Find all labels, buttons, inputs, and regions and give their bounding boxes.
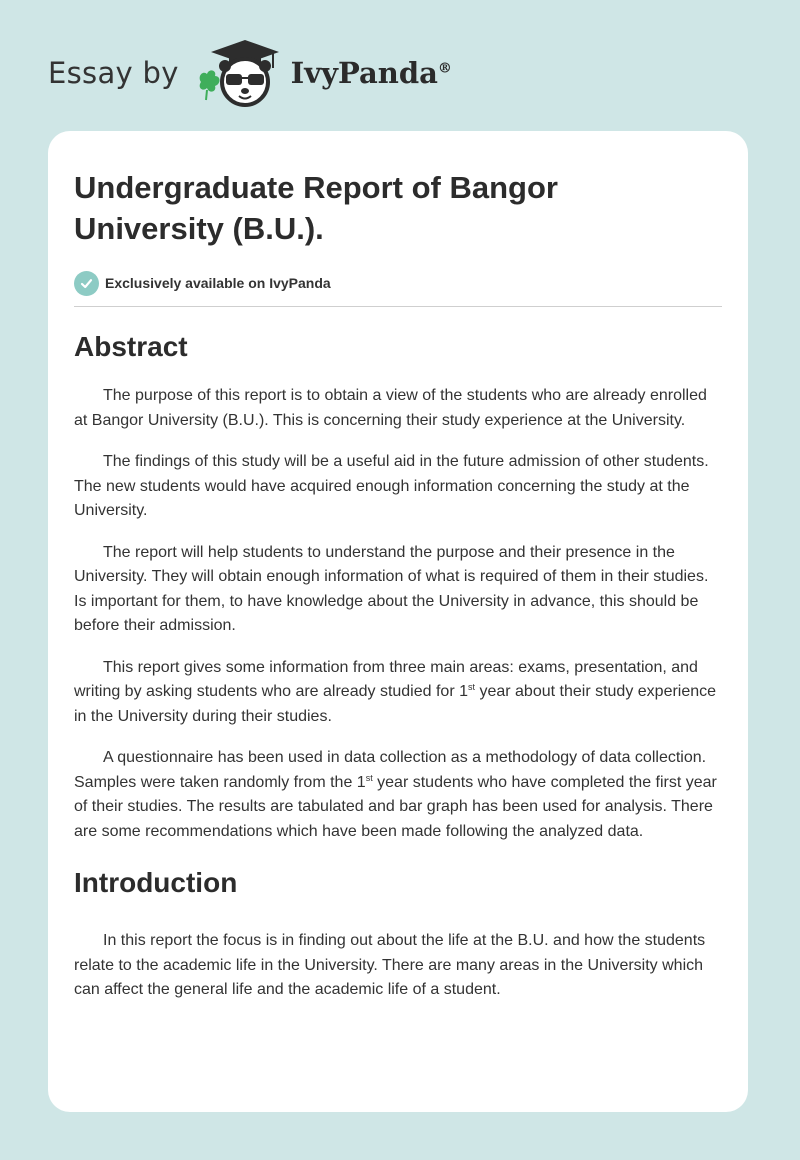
title-divider [74, 306, 722, 307]
essay-by-label: Essay by [48, 56, 179, 90]
site-header [48, 38, 452, 108]
paragraph: A questionnaire has been used in data collection as a methodology of data collection. Samples were taken randomly from the 1st year students who have completed the first year of their studies. The results are tabulated and bar graph has been used for analysis. There are some recommendations which have been made following the analyzed data. [74, 749, 717, 840]
article-card [48, 131, 748, 1112]
paragraph: The findings of this study will be a useful aid in the future admission of other students. The new students would have acquired enough information concerning the study at the University. [74, 453, 709, 519]
section-heading-introduction: Introduction [74, 867, 238, 898]
check-icon [74, 271, 99, 296]
abstract-section [74, 330, 722, 844]
introduction-section [74, 866, 722, 1003]
paragraph: The purpose of this report is to obtain a view of the students who are already enrolled at Bangor University (B.U.). This is concerning their study experience at the University. [74, 387, 707, 429]
article-title: Undergraduate Report of Bangor University (B.U.). [74, 170, 558, 246]
paragraph: The report will help students to understand the purpose and their presence in the University. They will obtain enough information of what is required of them in their studies. Is important for them, to have knowledge about the University in advance, this should be before their admission. [74, 543, 709, 634]
exclusive-label: Exclusively available on IvyPanda [105, 275, 331, 291]
paragraph: This report gives some information from three main areas: exams, presentation, and writing by asking students who are already studied for 1st year about their study experience in the University during their studies. [74, 658, 717, 725]
section-heading-abstract: Abstract [74, 331, 188, 362]
brand-name[interactable]: IvyPanda® [290, 56, 452, 90]
paragraph: In this report the focus is in finding out about the life at the B.U. and how the students relate to the academic life in the University. There are many areas in the University which can affect the general life and the academic life of a student. [74, 932, 706, 998]
ivypanda-logo-icon[interactable] [193, 38, 285, 108]
registered-mark: ® [437, 60, 452, 77]
exclusive-badge [74, 270, 722, 296]
